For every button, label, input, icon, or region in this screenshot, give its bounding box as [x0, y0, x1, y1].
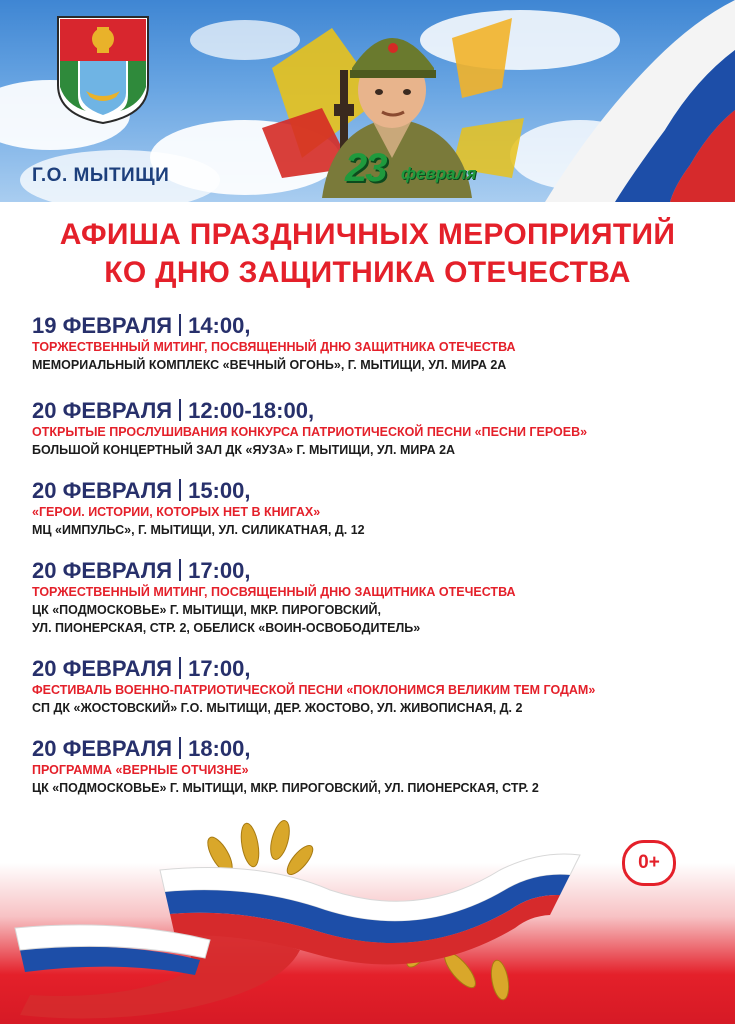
poster-title	[0, 216, 735, 292]
title-line-1: АФИША ПРАЗДНИЧНЫХ МЕРОПРИЯТИЙ	[59, 218, 676, 251]
event-date: 19 ФЕВРАЛЯ	[32, 313, 173, 338]
event-item	[32, 478, 722, 539]
event-datetime	[32, 313, 722, 339]
badge-month: февраля	[401, 164, 477, 183]
divider	[179, 399, 181, 421]
event-datetime	[32, 736, 722, 762]
event-datetime	[32, 398, 722, 424]
event-place: ЦК «ПОДМОСКОВЬЕ» Г. МЫТИЩИ, МКР. ПИРОГОВСКИЙ, УЛ. ПИОНЕРСКАЯ, СТР. 2	[32, 781, 539, 795]
event-time: 14:00,	[188, 313, 251, 338]
event-name: ТОРЖЕСТВЕННЫЙ МИТИНГ, ПОСВЯЩЕННЫЙ ДНЮ ЗАЩИТНИКА ОТЕЧЕСТВА	[32, 585, 516, 599]
event-item	[32, 736, 722, 797]
event-datetime	[32, 656, 722, 682]
event-item	[32, 398, 722, 459]
event-name: ФЕСТИВАЛЬ ВОЕННО-ПАТРИОТИЧЕСКОЙ ПЕСНИ «ПОКЛОНИМСЯ ВЕЛИКИМ ТЕМ ГОДАМ»	[32, 683, 596, 697]
divider	[179, 657, 181, 679]
divider	[179, 559, 181, 581]
event-name: «ГЕРОИ. ИСТОРИИ, КОТОРЫХ НЕТ В КНИГАХ»	[32, 505, 321, 519]
event-name: ТОРЖЕСТВЕННЫЙ МИТИНГ, ПОСВЯЩЕННЫЙ ДНЮ ЗАЩИТНИКА ОТЕЧЕСТВА	[32, 340, 516, 354]
event-name: ОТКРЫТЫЕ ПРОСЛУШИВАНИЯ КОНКУРСА ПАТРИОТИЧЕСКОЙ ПЕСНИ «ПЕСНИ ГЕРОЕВ»	[32, 425, 588, 439]
event-date: 20 ФЕВРАЛЯ	[32, 656, 173, 681]
divider	[179, 314, 181, 336]
title-line-2: КО ДНЮ ЗАЩИТНИКА ОТЕЧЕСТВА	[104, 256, 631, 289]
event-datetime	[32, 558, 722, 584]
tricolor-ribbon-illustration	[0, 800, 735, 1024]
event-item	[32, 558, 722, 637]
event-name: ПРОГРАММА «ВЕРНЫЕ ОТЧИЗНЕ»	[32, 763, 249, 777]
divider	[179, 737, 181, 759]
footer-decoration	[0, 800, 735, 1024]
event-time: 17:00,	[188, 558, 251, 583]
event-time: 17:00,	[188, 656, 251, 681]
event-item	[32, 656, 722, 717]
event-time: 12:00-18:00,	[188, 398, 315, 423]
header-banner	[0, 0, 735, 202]
event-place: БОЛЬШОЙ КОНЦЕРТНЫЙ ЗАЛ ДК «ЯУЗА» Г. МЫТИЩИ, УЛ. МИРА 2А	[32, 443, 456, 457]
event-item	[32, 313, 722, 374]
age-rating-badge: 0+	[622, 840, 676, 886]
divider	[179, 479, 181, 501]
event-place: СП ДК «ЖОСТОВСКИЙ» Г.О. МЫТИЩИ, ДЕР. ЖОСТОВО, УЛ. ЖИВОПИСНАЯ, Д. 2	[32, 701, 523, 715]
events-list	[32, 313, 722, 816]
event-place: ЦК «ПОДМОСКОВЬЕ» Г. МЫТИЩИ, МКР. ПИРОГОВСКИЙ,	[32, 603, 381, 617]
feb-23-badge	[345, 146, 495, 192]
event-place: МЕМОРИАЛЬНЫЙ КОМПЛЕКС «ВЕЧНЫЙ ОГОНЬ», Г. МЫТИЩИ, УЛ. МИРА 2А	[32, 358, 507, 372]
event-date: 20 ФЕВРАЛЯ	[32, 478, 173, 503]
event-place: МЦ «ИМПУЛЬС», Г. МЫТИЩИ, УЛ. СИЛИКАТНАЯ, Д. 12	[32, 523, 365, 537]
russian-flag-icon	[505, 0, 735, 202]
event-date: 20 ФЕВРАЛЯ	[32, 558, 173, 583]
event-place: УЛ. ПИОНЕРСКАЯ, СТР. 2, ОБЕЛИСК «ВОИН-ОСВОБОДИТЕЛЬ»	[32, 621, 421, 635]
event-date: 20 ФЕВРАЛЯ	[32, 736, 173, 761]
event-date: 20 ФЕВРАЛЯ	[32, 398, 173, 423]
event-time: 18:00,	[188, 736, 251, 761]
event-datetime	[32, 478, 722, 504]
event-time: 15:00,	[188, 478, 251, 503]
badge-day: 23	[345, 146, 386, 190]
region-label: Г.О. МЫТИЩИ	[32, 165, 170, 186]
coat-of-arms-icon	[56, 15, 150, 125]
